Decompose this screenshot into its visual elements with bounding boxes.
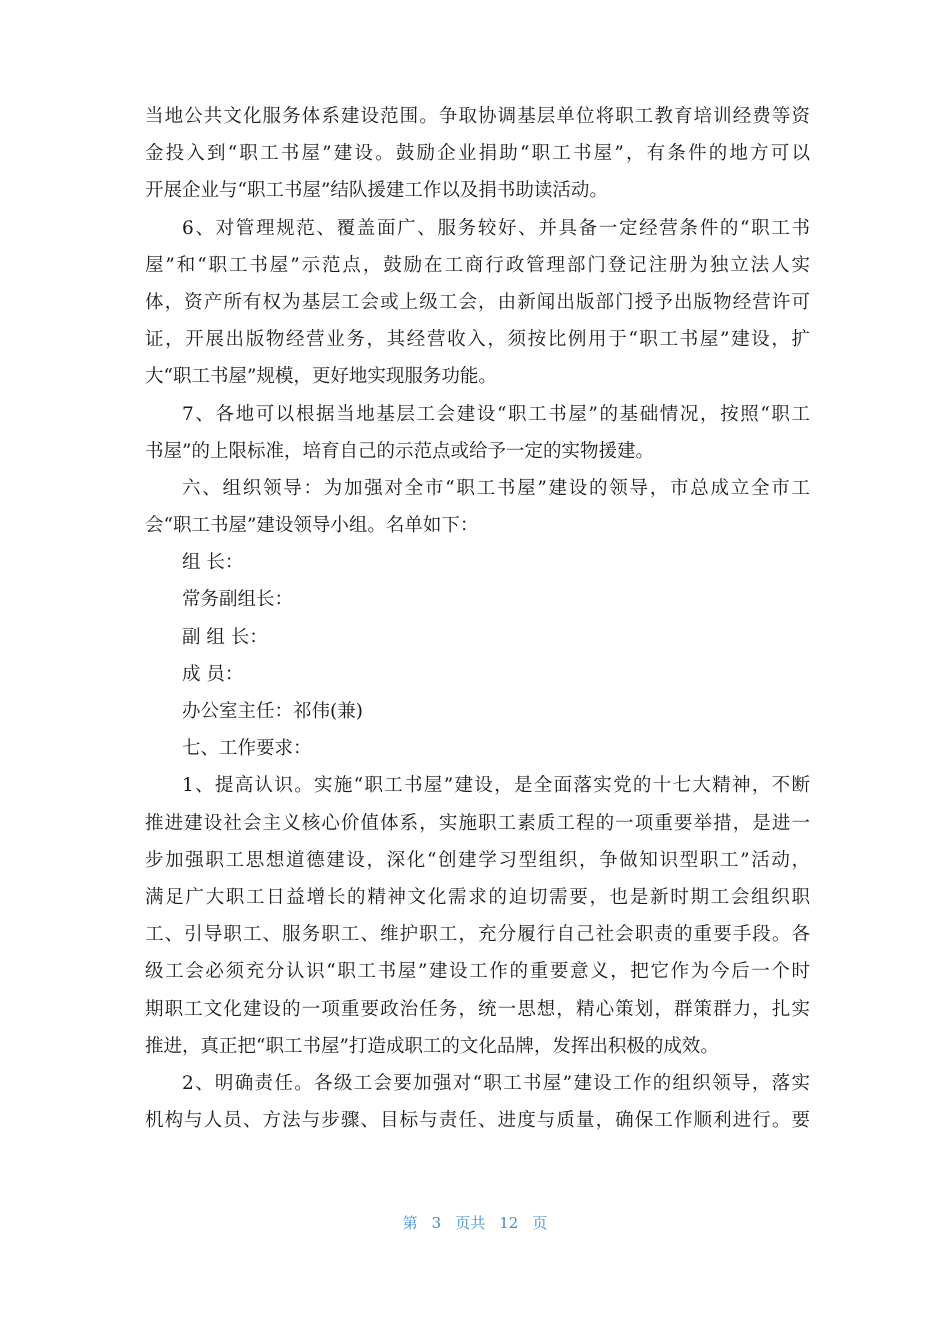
text-line: 七、工作要求： [182, 738, 312, 760]
footer-middle: 页共 [455, 1214, 486, 1232]
text-line: 书屋”的上限标准，培育自己的示范点或给予一定的实物援建。 [145, 440, 654, 462]
text-line: 满足广大职工日益增长的精神文化需求的迫切需要，也是新时期工会组织职 [145, 886, 810, 908]
text-line: 会“职工书屋”建设领导小组。名单如下： [145, 515, 479, 537]
text-line: 期职工文化建设的一项重要政治任务，统一思想，精心策划，群策群力，扎实 [145, 998, 810, 1020]
text-line: 当地公共文化服务体系建设范围。争取协调基层单位将职工教育培训经费等资 [145, 106, 810, 127]
text-line: 1、提高认识。实施“职工书屋”建设，是全面落实党的十七大精神，不断 [182, 775, 810, 797]
text-line: 证，开展出版物经营业务，其经营收入，须按比例用于“职工书屋”建设，扩 [145, 329, 810, 351]
footer-total-pages: 12 [499, 1214, 519, 1232]
text-line: 推进，真正把“职工书屋”打造成职工的文化品牌，发挥出积极的成效。 [145, 1035, 719, 1057]
text-line: 步加强职工思想道德建设，深化“创建学习型组织，争做知识型职工”活动， [145, 849, 810, 871]
text-line: 体，资产所有权为基层工会或上级工会，由新闻出版部门授予出版物经营许可 [145, 291, 810, 313]
text-line: 大“职工书屋”规模，更好地实现服务功能。 [145, 366, 497, 388]
text-line: 7、各地可以根据当地基层工会建设“职工书屋”的基础情况，按照“职工 [182, 403, 810, 425]
text-line: 开展企业与“职工书屋”结队援建工作以及捐书助读活动。 [145, 180, 608, 202]
text-line: 六、组织领导：为加强对全市“职工书屋”建设的领导，市总成立全市工 [182, 477, 810, 499]
text-line: 级工会必须充分认识“职工书屋”建设工作的重要意义，把它作为今后一个时 [145, 961, 810, 983]
text-line: 常务副组长： [182, 589, 294, 611]
text-line: 6、对管理规范、覆盖面广、服务较好、并具备一定经营条件的“职工书 [182, 217, 810, 239]
footer-prefix: 第 [402, 1214, 418, 1232]
text-line: 成 员： [182, 663, 244, 685]
text-line: 推进建设社会主义核心价值体系，实施职工素质工程的一项重要举措，是进一 [145, 812, 810, 834]
text-line: 机构与人员、方法与步骤、目标与责任、进度与质量，确保工作顺利进行。要 [145, 1110, 810, 1132]
document-body [145, 98, 810, 1139]
text-line: 金投入到“职工书屋”建设。鼓励企业捐助“职工书屋”，有条件的地方可以 [145, 143, 810, 165]
text-line: 组 长： [182, 552, 244, 574]
text-line: 办公室主任：祁伟(兼) [182, 701, 363, 722]
page-footer [0, 1212, 950, 1233]
text-line: 屋”和“职工书屋”示范点，鼓励在工商行政管理部门登记注册为独立法人实 [145, 254, 810, 276]
text-line: 工、引导职工、服务职工、维护职工，充分履行自己社会职责的重要手段。各 [145, 924, 810, 946]
footer-page-number: 3 [431, 1214, 442, 1232]
text-line: 副 组 长： [182, 626, 268, 648]
text-line: 2、明确责任。各级工会要加强对“职工书屋”建设工作的组织领导，落实 [182, 1072, 810, 1094]
footer-suffix: 页 [532, 1214, 548, 1232]
